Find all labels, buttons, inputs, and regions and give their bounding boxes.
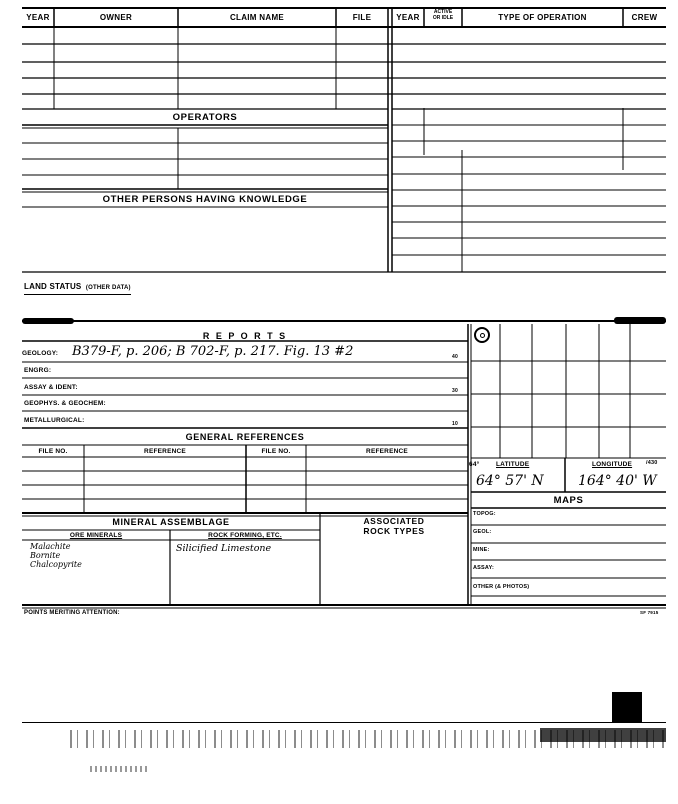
report-num-assay: 30 bbox=[452, 388, 458, 394]
points-meriting-attention-label: POINTS MERITING ATTENTION: bbox=[24, 610, 120, 616]
ref-header-reference-1: REFERENCE bbox=[144, 448, 186, 455]
header-year: YEAR bbox=[26, 13, 50, 22]
form-number: SF 7915 bbox=[640, 610, 659, 615]
maps-row-topog: TOPOG: bbox=[473, 511, 496, 517]
longitude-suffix: /430 bbox=[646, 460, 658, 466]
maps-title: MAPS bbox=[553, 495, 584, 506]
associated-rock-types-header: ASSOCIATED ROCK TYPES bbox=[363, 516, 425, 536]
ore-minerals-header: ORE MINERALS bbox=[69, 532, 123, 539]
latitude-label: LATITUDE bbox=[496, 461, 530, 468]
ore-mineral-1: Malachite bbox=[30, 542, 71, 551]
scan-artifact-dark bbox=[540, 728, 666, 742]
header-file: FILE bbox=[352, 13, 372, 22]
maps-row-mine: MINE: bbox=[473, 547, 490, 553]
maps-row-other: OTHER (& PHOTOS) bbox=[473, 584, 530, 590]
scan-artifact-line bbox=[22, 722, 666, 723]
ref-header-reference-2: REFERENCE bbox=[366, 448, 408, 455]
report-label-metallurgical: METALLURGICAL: bbox=[24, 417, 85, 424]
header-claim-name: CLAIM NAME bbox=[229, 13, 285, 22]
rock-forming-header: ROCK FORMING, ETC. bbox=[208, 532, 282, 539]
report-label-geophys: GEOPHYS. & GEOCHEM: bbox=[24, 400, 106, 407]
header-year-2: YEAR bbox=[396, 13, 420, 22]
longitude-value: 164° 40' W bbox=[578, 473, 657, 489]
ore-mineral-3: Chalcopyrite bbox=[30, 560, 82, 569]
land-status-label: LAND STATUS (OTHER DATA) bbox=[24, 276, 131, 295]
report-value-geology: B379-F, p. 206; B 702-F, p. 217. Fig. 13 #2 bbox=[72, 344, 354, 359]
other-persons-title: OTHER PERSONS HAVING KNOWLEDGE bbox=[102, 194, 308, 205]
scan-artifact-block bbox=[612, 692, 642, 722]
ref-header-file-no-2: FILE NO. bbox=[261, 448, 291, 455]
reports-title: R E P O R T S bbox=[202, 331, 288, 341]
latitude-prefix: 64° bbox=[469, 461, 480, 468]
longitude-label: LONGITUDE bbox=[592, 461, 633, 468]
binder-mark-left bbox=[22, 318, 74, 324]
header-type-of-operation: TYPE OF OPERATION bbox=[498, 13, 587, 22]
maps-row-assay: ASSAY: bbox=[473, 565, 495, 571]
rock-forming-value: Silicified Limestone bbox=[176, 543, 272, 554]
ore-mineral-2: Bornite bbox=[30, 551, 61, 560]
header-owner: OWNER bbox=[99, 13, 133, 22]
mineral-assemblage-title: MINERAL ASSEMBLAGE bbox=[112, 517, 230, 527]
report-num-geology: 40 bbox=[452, 354, 458, 360]
binder-mark-right bbox=[614, 317, 666, 324]
general-references-title: GENERAL REFERENCES bbox=[185, 432, 305, 442]
report-num-metallurgical: 10 bbox=[452, 421, 458, 427]
header-active-or-idle: ACTIVE OR IDLE bbox=[432, 9, 454, 21]
report-label-engrg: ENGRG: bbox=[24, 367, 52, 374]
latitude-value: 64° 57' N bbox=[476, 473, 544, 489]
scan-artifact-small bbox=[90, 766, 150, 772]
report-label-geology: GEOLOGY: bbox=[22, 350, 59, 357]
locator-circle-icon bbox=[474, 327, 490, 343]
header-crew: CREW bbox=[631, 13, 658, 22]
maps-row-geol: GEOL: bbox=[473, 529, 492, 535]
ref-header-file-no-1: FILE NO. bbox=[38, 448, 68, 455]
operators-title: OPERATORS bbox=[172, 112, 238, 123]
report-label-assay: ASSAY & IDENT: bbox=[24, 384, 78, 391]
